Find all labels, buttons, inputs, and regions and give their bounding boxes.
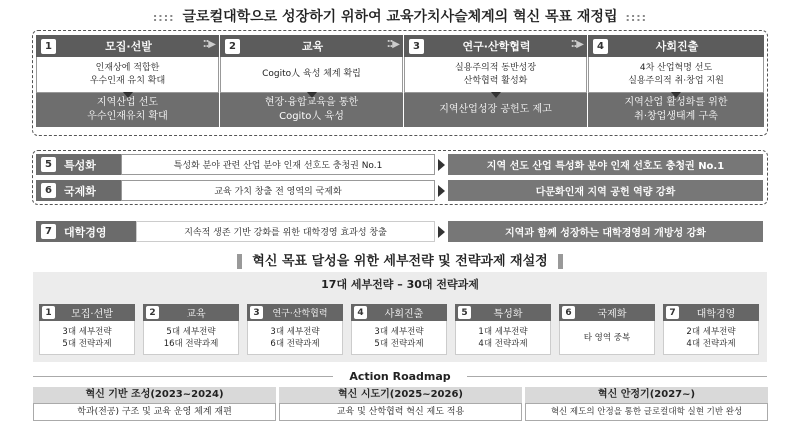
card-line: 5대 전략과제 — [62, 338, 112, 349]
pillar-goal — [36, 57, 219, 93]
card-label: 연구·산학협력 — [272, 309, 328, 319]
title-text: 글로컬대학으로 성장하기 위하여 교육가치사슬체계의 혁신 목표 재정립 — [182, 9, 618, 25]
pillar-target-line: 지역산업 활성화를 위한 — [624, 97, 728, 108]
pillar-label: 연구·산학협력 — [462, 40, 531, 53]
phase-header: 혁신 시도기(2025~2026) — [279, 387, 522, 403]
strategy-card-1 — [39, 304, 135, 355]
pillar-header — [588, 35, 764, 57]
pillar-target — [36, 93, 219, 127]
strategy-card-2 — [143, 304, 239, 355]
card-header — [455, 304, 551, 321]
card-header — [39, 304, 135, 321]
card-line: 3대 세부전략 — [62, 326, 112, 337]
roadmap-phase-2 — [279, 387, 522, 421]
card-body — [455, 321, 551, 355]
pillar-goal-line: 우수인재 유치 확대 — [89, 75, 166, 86]
row-goal: 지속적 생존 기반 강화를 위한 대학경영 효과성 창출 — [136, 221, 435, 242]
pillar-target — [404, 93, 587, 127]
card-label: 대학경영 — [696, 309, 736, 320]
card-body — [663, 321, 759, 355]
pillar-label: 모집·선발 — [105, 40, 152, 53]
card-line: 4대 전략과제 — [478, 338, 528, 349]
row-header — [36, 154, 121, 175]
row-target: 지역과 함께 성장하는 대학경영의 개방성 강화 — [448, 221, 763, 242]
card-number: 6 — [562, 306, 575, 319]
strategy-card-3 — [247, 304, 343, 355]
panel-title: 17대 세부전략 – 30대 전략과제 — [321, 278, 479, 291]
pillar-label: 교육 — [301, 40, 324, 53]
phase-body: 교육 및 산학협력 혁신 제도 적용 — [279, 403, 522, 421]
pillar-target-line: 지역산업 선도 — [96, 97, 159, 108]
row-label: 국제화 — [64, 184, 96, 198]
pillar-target-line: 취·창업생태계 구축 — [634, 111, 718, 122]
card-line: 16대 전략과제 — [163, 338, 219, 349]
row-label: 특성화 — [64, 158, 96, 172]
card-body — [247, 321, 343, 355]
strategy-card-7 — [663, 304, 759, 355]
pillar-goal-line: 실용주의적 취·창업 지원 — [628, 75, 724, 86]
strategies-panel — [33, 272, 767, 362]
section-title-text: 혁신 목표 달성을 위한 세부전략 및 전략과제 재설정 — [252, 254, 548, 269]
card-line: 5대 전략과제 — [374, 338, 424, 349]
card-body — [143, 321, 239, 355]
card-line: 3대 세부전략 — [374, 326, 424, 337]
pillar-4 — [588, 35, 764, 127]
pillar-header — [36, 35, 219, 57]
row-goal: 특성화 분야 관련 산업 분야 인재 선호도 충청권 No.1 — [121, 154, 435, 175]
card-header — [559, 304, 655, 321]
section-title — [0, 250, 800, 269]
card-header — [351, 304, 447, 321]
pillar-1 — [36, 35, 219, 127]
row-goal: 교육 가치 창출 전 영역의 국제화 — [121, 180, 435, 201]
card-label: 교육 — [186, 309, 206, 320]
card-number: 2 — [146, 306, 159, 319]
strategy-card-5 — [455, 304, 551, 355]
bracket-left — [237, 254, 242, 269]
row-number: 6 — [41, 183, 56, 198]
chevron-dots-icon: ⁚⁚▶ — [386, 39, 399, 50]
pillar-2 — [220, 35, 403, 127]
title-dots-left: :::: — [152, 11, 175, 24]
phase-body: 혁신 제도의 안정을 통한 글로컬대학 실현 기반 완성 — [525, 403, 768, 421]
pillar-goal — [220, 57, 403, 93]
card-header — [143, 304, 239, 321]
card-line: 2대 세부전략 — [686, 326, 736, 337]
pillar-label: 사회진출 — [655, 40, 699, 53]
card-number: 5 — [458, 306, 471, 319]
pillar-header — [404, 35, 587, 57]
card-line: 1대 세부전략 — [478, 326, 528, 337]
title-dots-right: :::: — [625, 11, 648, 24]
pillar-goal-line: 산학협력 활성화 — [463, 75, 528, 86]
roadmap-phase-3 — [525, 387, 768, 421]
row-number: 5 — [41, 157, 56, 172]
pillar-goal-line: Cogito人 육성 체계 확립 — [262, 69, 361, 79]
card-label: 국제화 — [597, 309, 627, 320]
card-line: 5대 세부전략 — [166, 326, 216, 337]
phase-header: 혁신 안정기(2027~) — [525, 387, 768, 403]
page-title — [0, 6, 800, 26]
card-line: 6대 전략과제 — [270, 338, 320, 349]
row-number: 7 — [41, 224, 56, 239]
row-6 — [36, 180, 763, 201]
down-arrow-icon — [307, 92, 317, 98]
down-arrow-icon — [671, 92, 681, 98]
card-label: 사회진출 — [384, 309, 424, 320]
card-body — [351, 321, 447, 355]
chevron-dots-icon: ⁚⁚▶ — [570, 39, 583, 50]
row-5 — [36, 154, 763, 175]
chevron-dots-icon: ⁚⁚▶ — [202, 39, 215, 50]
right-arrow-icon — [438, 226, 445, 238]
pillar-goal — [588, 57, 764, 93]
pillar-target — [220, 93, 403, 127]
row-header — [36, 221, 136, 242]
row-7 — [36, 221, 763, 242]
pillar-target — [588, 93, 764, 127]
card-label: 모집·선발 — [71, 309, 113, 320]
pillar-number: 3 — [409, 39, 424, 54]
card-line: 4대 전략과제 — [686, 338, 736, 349]
card-number: 3 — [250, 306, 263, 319]
strategy-card-6 — [559, 304, 655, 355]
pillar-goal-line: 실용주의적 동반성장 — [454, 62, 537, 73]
pillar-target-line: 우수인재유치 확대 — [87, 111, 168, 122]
pillar-target-line: Cogito人 육성 — [279, 111, 344, 122]
card-number: 7 — [666, 306, 679, 319]
down-arrow-icon — [123, 92, 133, 98]
row-target: 다문화인재 지역 공헌 역량 강화 — [448, 180, 763, 201]
card-line: 3대 세부전략 — [270, 326, 320, 337]
card-body — [39, 321, 135, 355]
card-number: 4 — [354, 306, 367, 319]
pillar-goal-line: 인재상에 적합한 — [95, 62, 160, 73]
pillar-3 — [404, 35, 587, 127]
strategy-card-4 — [351, 304, 447, 355]
card-body — [559, 321, 655, 355]
roadmap-phase-1 — [33, 387, 276, 421]
pillar-goal — [404, 57, 587, 93]
phase-header: 혁신 기반 조성(2023~2024) — [33, 387, 276, 403]
card-label: 특성화 — [493, 309, 523, 320]
pillar-number: 1 — [41, 39, 56, 54]
pillar-number: 4 — [593, 39, 608, 54]
phase-body: 학과(전공) 구조 및 교육 운영 체계 재편 — [33, 403, 276, 421]
right-arrow-icon — [438, 185, 445, 197]
pillar-goal-line: 4차 산업혁명 선도 — [639, 62, 713, 73]
down-arrow-icon — [491, 92, 501, 98]
pillar-number: 2 — [225, 39, 240, 54]
card-number: 1 — [42, 306, 55, 319]
pillar-target-line: 지역산업성장 공헌도 제고 — [439, 104, 552, 115]
pillar-header — [220, 35, 403, 57]
pillar-target-line: 현장·융합교육을 통한 — [264, 97, 359, 108]
bracket-right — [558, 254, 563, 269]
row-target: 지역 선도 산업 특성화 분야 인재 선호도 충청권 No.1 — [448, 154, 763, 175]
row-header — [36, 180, 121, 201]
roadmap-title: Action Roadmap — [349, 370, 451, 383]
card-header — [247, 304, 343, 321]
right-arrow-icon — [438, 159, 445, 171]
card-header — [663, 304, 759, 321]
card-line: 타 영역 중복 — [583, 332, 631, 343]
row-label: 대학경영 — [64, 225, 107, 239]
